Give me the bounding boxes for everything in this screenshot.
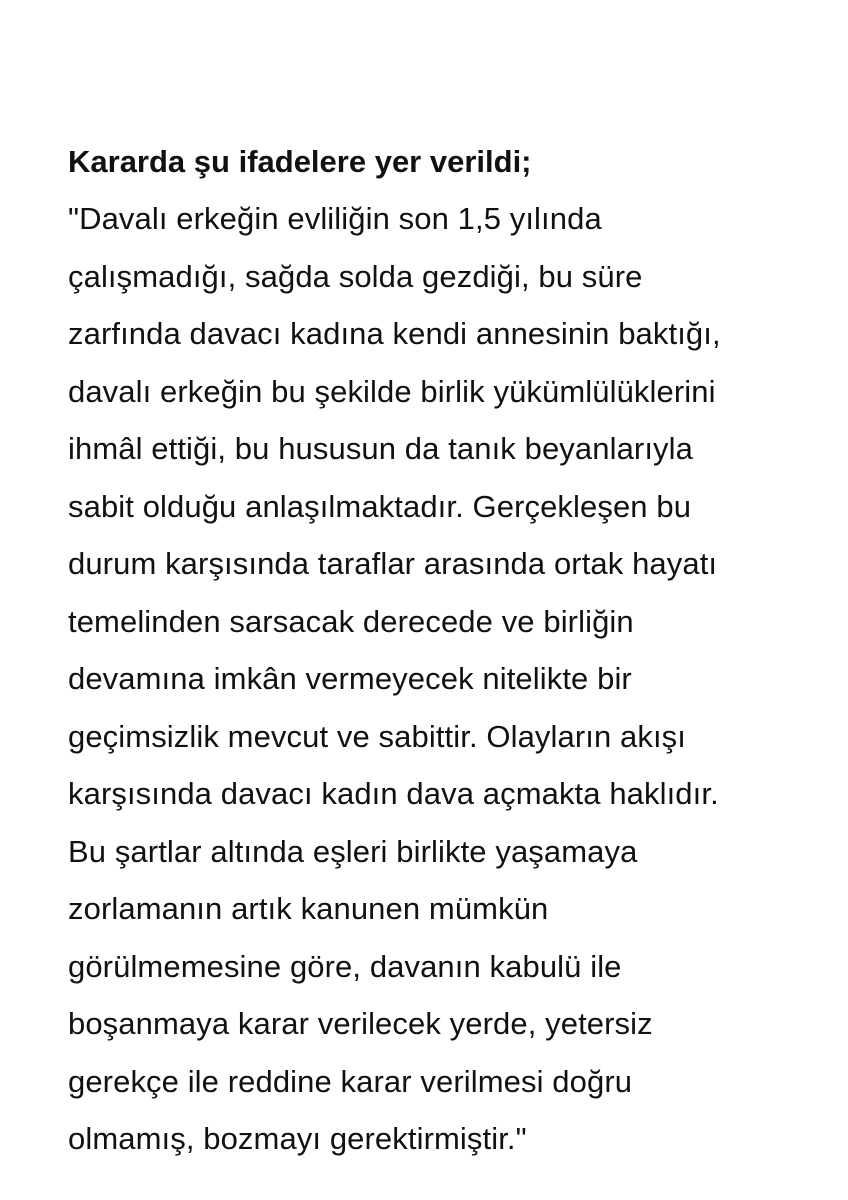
text-line-6: sabit olduğu anlaşılmaktadır. Gerçekleşen bu: [68, 488, 692, 524]
document-body: [68, 133, 828, 1168]
text-line-9: devamına imkân vermeyecek nitelikte bir: [68, 661, 632, 696]
text-line-8: temelinden sarsacak derecede ve birliğin: [68, 603, 634, 639]
text-line-17: olmamış, bozmayı gerektirmiştir.": [68, 1121, 527, 1156]
text-line-14: görülmemesine göre, davanın kabulü ile: [68, 948, 622, 984]
text-line-16: gerekçe ile reddine karar verilmesi doğru: [68, 1063, 633, 1099]
text-line-10: geçimsizlik mevcut ve sabittir. Olayların akışı: [68, 718, 686, 754]
text-line-11: karşısında davacı kadın dava açmakta haklıdır.: [68, 776, 719, 811]
text-line-4: davalı erkeğin bu şekilde birlik yükümlülüklerini: [68, 373, 716, 409]
text-line-2: çalışmadığı, sağda solda gezdiği, bu süre: [68, 258, 643, 294]
text-line-1: "Davalı erkeğin evliliğin son 1,5 yılında: [68, 201, 602, 236]
text-line-12: Bu şartlar altında eşleri birlikte yaşamaya: [68, 833, 638, 869]
text-line-3: zarfında davacı kadına kendi annesinin baktığı,: [68, 316, 721, 351]
text-line-7: durum karşısında taraflar arasında ortak hayatı: [68, 546, 718, 581]
text-line-13: zorlamanın artık kanunen mümkün: [68, 891, 549, 926]
document-heading: Kararda şu ifadelere yer verildi;: [68, 144, 532, 179]
text-line-15: boşanmaya karar verilecek yerde, yetersiz: [68, 1006, 653, 1041]
text-line-5: ihmâl ettiği, bu hususun da tanık beyanlarıyla: [68, 431, 693, 466]
